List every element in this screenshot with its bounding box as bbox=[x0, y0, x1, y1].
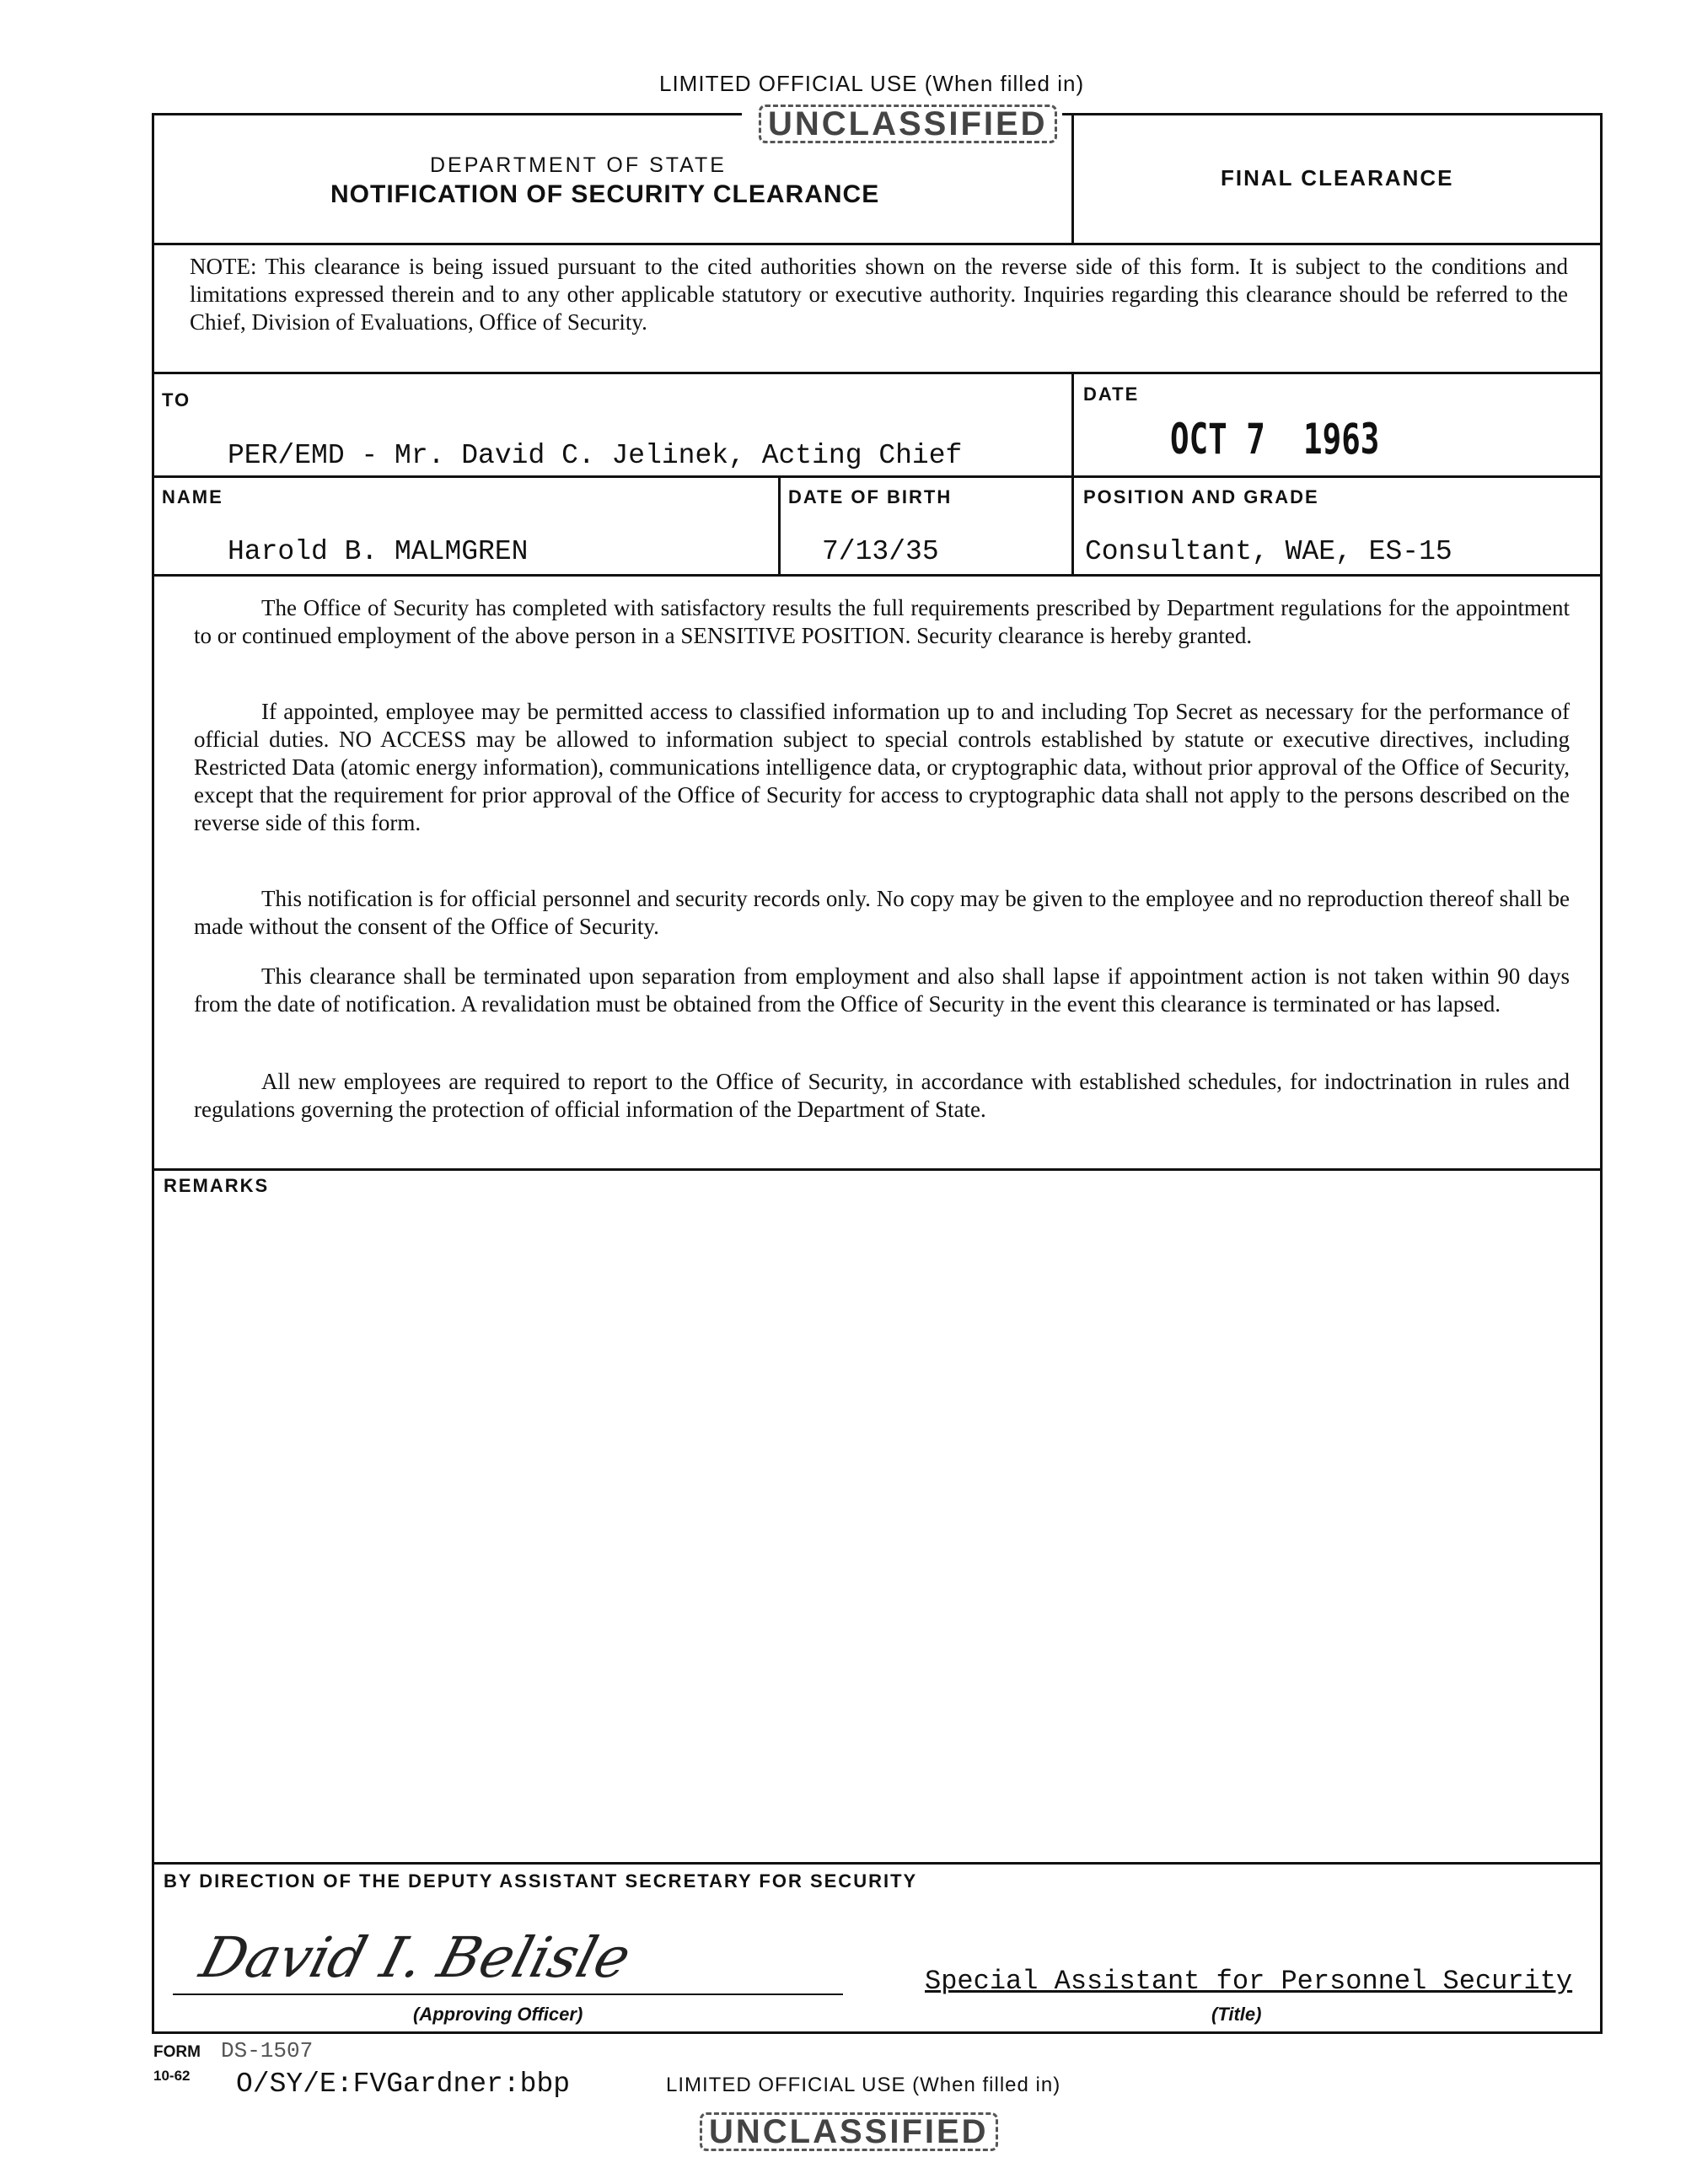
date-label: DATE bbox=[1083, 384, 1140, 405]
body-paragraph bbox=[194, 1068, 1570, 1124]
remarks-label: REMARKS bbox=[164, 1175, 270, 1196]
direction-text: BY DIRECTION OF THE DEPUTY ASSISTANT SECRETARY FOR SECURITY bbox=[164, 1870, 918, 1892]
unclassified-stamp-bottom: UNCLASSIFIED bbox=[700, 2112, 998, 2151]
to-label: TO bbox=[162, 389, 191, 411]
divider bbox=[778, 475, 781, 574]
unclassified-stamp-top: UNCLASSIFIED bbox=[759, 105, 1057, 143]
body-paragraph bbox=[194, 594, 1570, 650]
body-paragraph bbox=[194, 963, 1570, 1018]
form-label: FORM bbox=[153, 2043, 201, 2061]
to-value: PER/EMD - Mr. David C. Jelinek, Acting Chief bbox=[228, 440, 963, 471]
reference-initials: O/SY/E:FVGardner:bbp bbox=[236, 2069, 571, 2100]
approving-officer-label: (Approving Officer) bbox=[413, 2004, 583, 2025]
position-label: POSITION AND GRADE bbox=[1083, 486, 1319, 507]
divider bbox=[152, 372, 1603, 374]
frame-left bbox=[152, 113, 154, 2033]
divider bbox=[152, 574, 1603, 577]
body-text: If appointed, employee may be permitted access to classified information up to and including Top Secret as necessary for the performance of official duties. NO ACCESS may be allowed to information subject to special controls established by statute or executive directives, including Restricted Data (atomic energy information), communications intelligence data, or cryptographic data, without prior approval of the Office of Security, except that the requirement for prior approval of the Office of Security for access to cryptographic data shall not apply to the persons described on the reverse side of this form. bbox=[194, 699, 1570, 835]
divider bbox=[152, 243, 1603, 245]
divider bbox=[152, 1168, 1603, 1171]
body-text: The Office of Security has completed with satisfactory results the full requirements prescribed by Department regulations for the appointment to or continued employment of the above person in a SENSITIVE POSITION. Security clearance is hereby granted. bbox=[194, 595, 1570, 648]
department-name: DEPARTMENT OF STATE bbox=[430, 153, 727, 177]
name-value: Harold B. MALMGREN bbox=[228, 536, 529, 567]
divider bbox=[152, 475, 1603, 478]
date-value: OCT 7 1963 bbox=[1170, 415, 1380, 464]
divider bbox=[1071, 113, 1074, 243]
body-text: This notification is for official personnel and security records only. No copy may be given to the employee and no reproduction thereof shall be made without the consent of the Office of Security. bbox=[194, 886, 1570, 939]
signature-line bbox=[173, 1994, 843, 1995]
frame-right bbox=[1600, 113, 1603, 2033]
frame-top-left bbox=[152, 113, 742, 115]
frame-top-right bbox=[1062, 113, 1602, 115]
dob-value: 7/13/35 bbox=[822, 536, 939, 567]
title-value: Special Assistant for Personnel Security bbox=[925, 1966, 1573, 1997]
note-text: NOTE: This clearance is being issued pursuant to the cited authorities shown on the reverse side of this form. It is subject to the conditions and limitations expressed therein and to any other applicable statutory or executive authority. Inquiries regarding this clearance should be referred to the Chief, Division of Evaluations, Office of Security. bbox=[190, 254, 1568, 335]
form-title: NOTIFICATION OF SECURITY CLEARANCE bbox=[330, 180, 880, 208]
bottom-marking: LIMITED OFFICIAL USE (When filled in) bbox=[666, 2074, 1061, 2096]
form-date: 10-62 bbox=[153, 2068, 191, 2084]
dob-label: DATE OF BIRTH bbox=[788, 486, 953, 507]
top-marking: LIMITED OFFICIAL USE (When filled in) bbox=[659, 71, 1085, 96]
divider bbox=[152, 1862, 1603, 1865]
divider bbox=[1071, 372, 1074, 574]
body-paragraph bbox=[194, 698, 1570, 837]
form-number: DS-1507 bbox=[221, 2038, 314, 2063]
title-label: (Title) bbox=[1211, 2004, 1262, 2025]
clearance-type: FINAL CLEARANCE bbox=[1221, 165, 1454, 190]
name-label: NAME bbox=[162, 486, 223, 507]
signature: David I. Belisle bbox=[193, 1925, 638, 1990]
body-text: All new employees are required to report to the Office of Security, in accordance with established schedules, for indoctrination in rules and regulations governing the protection of official information of the Department of State. bbox=[194, 1069, 1570, 1122]
body-text: This clearance shall be terminated upon separation from employment and also shall lapse if appointment action is not taken within 90 days from the date of notification. A revalidation must be obtained from the Office of Security in the event this clearance is terminated or has lapsed. bbox=[194, 963, 1570, 1017]
frame-bottom bbox=[152, 2031, 1603, 2034]
position-value: Consultant, WAE, ES-15 bbox=[1085, 536, 1452, 567]
body-paragraph bbox=[194, 885, 1570, 941]
